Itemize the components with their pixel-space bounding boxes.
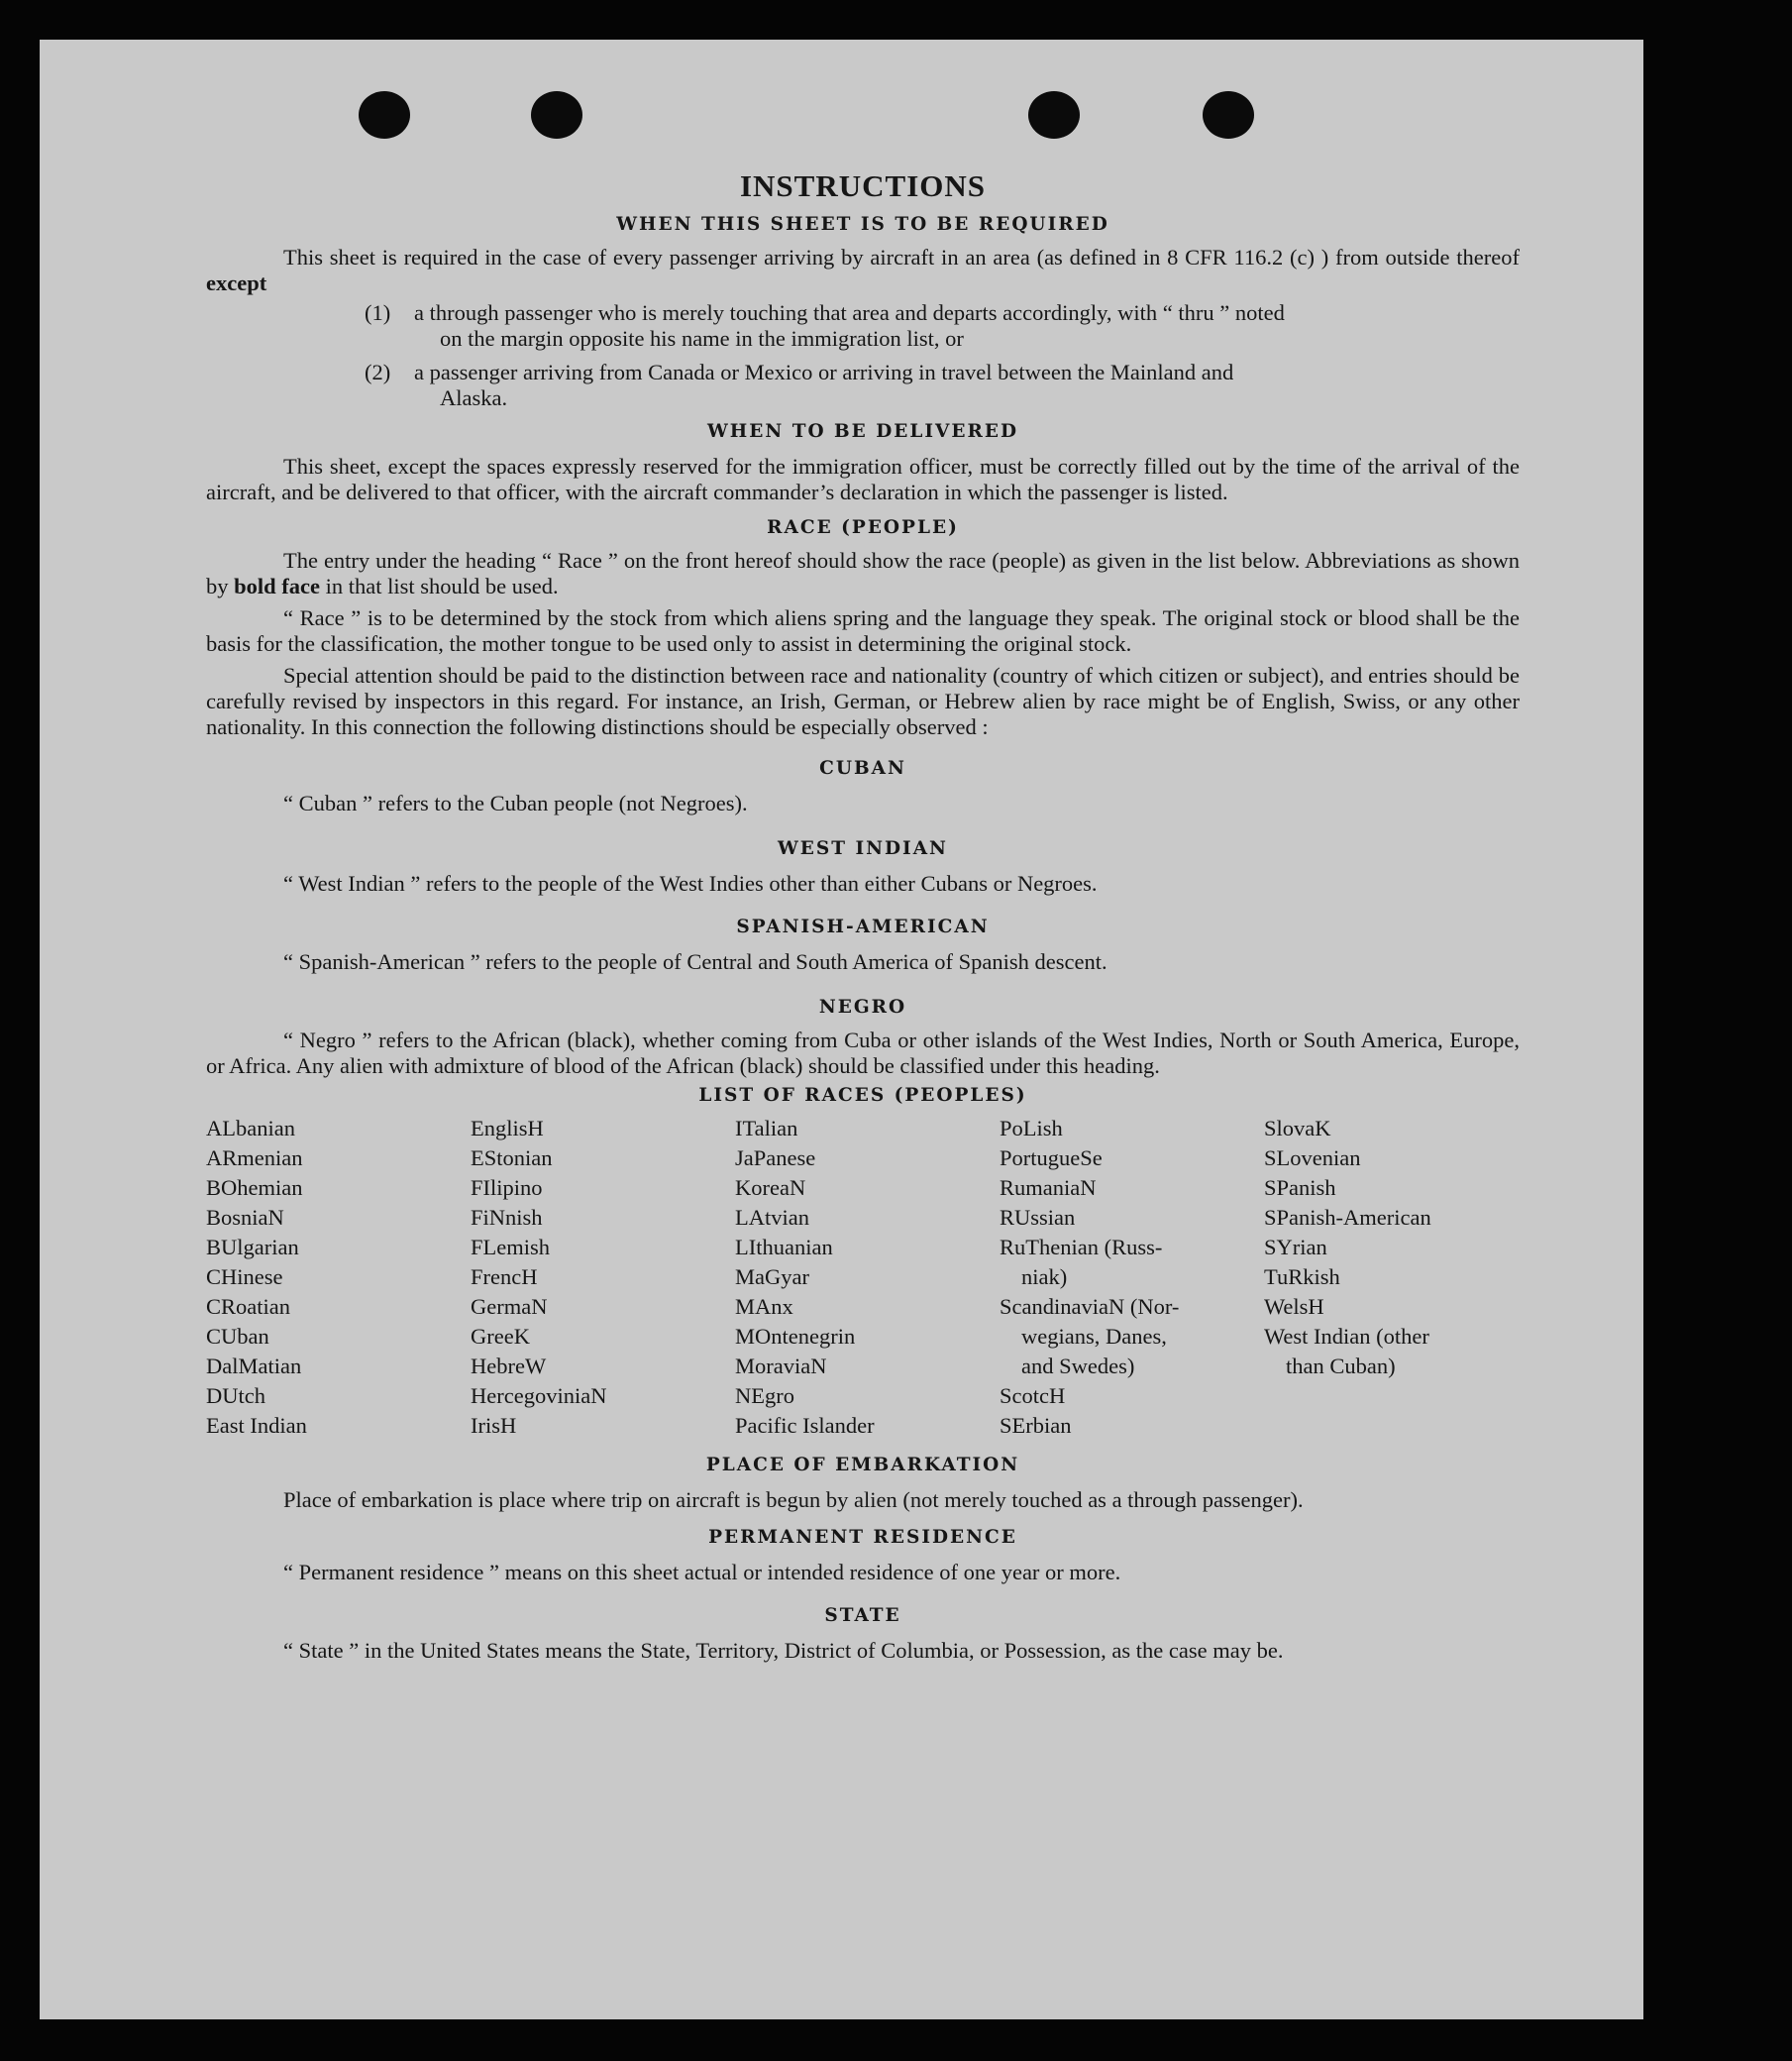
- race-entry: Pacific Islander: [735, 1413, 875, 1438]
- race-entry: TuRkish: [1264, 1264, 1340, 1289]
- heading-when-delivered: WHEN TO BE DELIVERED: [707, 421, 1018, 442]
- heading-spanish-american: SPANISH-AMERICAN: [736, 917, 990, 937]
- instructions-content: [206, 168, 1520, 1664]
- heading-when-required: WHEN THIS SHEET IS TO BE REQUIRED: [616, 214, 1109, 235]
- race-entry-cont: and Swedes): [1021, 1354, 1135, 1378]
- list-item: [365, 360, 1520, 411]
- race-entry-cont: niak): [1021, 1264, 1068, 1289]
- race-entry: CRoatian: [206, 1294, 290, 1319]
- race-column: [1264, 1114, 1528, 1441]
- item-text: [414, 300, 1520, 352]
- race-entry: MAnx: [735, 1294, 793, 1319]
- race-entry: [1000, 1292, 1264, 1381]
- item-line-cont: on the margin opposite his name in the immigration list, or: [440, 326, 964, 351]
- race-entry: [1264, 1322, 1528, 1381]
- paragraph-west-indian: “ West Indian ” refers to the people of the West Indies other than either Cubans or Negroes.: [283, 871, 1098, 896]
- race-entry: ScotcH: [1000, 1383, 1066, 1408]
- heading-west-indian: WEST INDIAN: [778, 838, 948, 859]
- race-entry: ITalian: [735, 1116, 798, 1140]
- heading-state: STATE: [824, 1605, 901, 1626]
- race-entry: MOntenegrin: [735, 1324, 856, 1349]
- race-entry: FIlipino: [471, 1175, 543, 1200]
- race-entry: GermaN: [471, 1294, 548, 1319]
- item-line-cont: Alaska.: [440, 385, 508, 410]
- item-line: a passenger arriving from Canada or Mexico or arriving in travel between the Mainland and: [414, 360, 1234, 384]
- race-entry: MoraviaN: [735, 1354, 827, 1378]
- race-entry: DUtch: [206, 1383, 265, 1408]
- race-entry: HercegoviniaN: [471, 1383, 607, 1408]
- paragraph-text: The entry under the heading “ Race ” on the front hereof should show the race (people) as given in the list below. Abbreviations as shown by: [206, 548, 1520, 598]
- race-entry: [1000, 1233, 1264, 1292]
- paragraph-race-3: Special attention should be paid to the distinction between race and nationality (country of which citizen or subject), and entries should be carefully revised by inspectors in this regard. For instance, an Irish, German, or Hebrew alien by race might be of English, Swiss, or any other nationality. In this connection the following distinctions should be especially observed :: [206, 663, 1520, 739]
- heading-list-of-races: LIST OF RACES (PEOPLES): [698, 1085, 1027, 1106]
- item-text: [414, 360, 1520, 411]
- race-entry: CHinese: [206, 1264, 283, 1289]
- race-entry: SLovenian: [1264, 1145, 1361, 1170]
- race-entry: JaPanese: [735, 1145, 816, 1170]
- paragraph-bold: bold face: [234, 574, 320, 598]
- race-entry-text: ScandinaviaN (Nor-: [1000, 1294, 1180, 1319]
- item-number: (2): [365, 360, 391, 384]
- item-number: (1): [365, 300, 391, 325]
- heading-cuban: CUBAN: [819, 758, 906, 779]
- punch-hole: [1028, 91, 1080, 139]
- race-entry: EnglisH: [471, 1116, 544, 1140]
- heading-race: RACE (PEOPLE): [767, 517, 959, 538]
- race-entry: ARmenian: [206, 1145, 303, 1170]
- race-entry: ALbanian: [206, 1116, 295, 1140]
- race-entry: PortugueSe: [1000, 1145, 1103, 1170]
- paragraph-race-1: [206, 548, 1520, 599]
- heading-embarkation: PLACE OF EMBARKATION: [705, 1455, 1020, 1475]
- paragraph-bold: except: [206, 271, 267, 295]
- paragraph-negro: “ Negro ” refers to the African (black), whether coming from Cuba or other islands of the West Indies, North or South America, Europe, or Africa. Any alien with admixture of blood of the African (black) should be classified under this heading.: [206, 1028, 1520, 1078]
- race-entry: GreeK: [471, 1324, 530, 1349]
- race-column: [471, 1114, 735, 1441]
- race-entry: LAtvian: [735, 1205, 809, 1230]
- paragraph-race-2: “ Race ” is to be determined by the stock from which aliens spring and the language they speak. The original stock or blood shall be the basis for the classification, the mother tongue to be used only to assist in determining the original stock.: [206, 605, 1520, 656]
- paragraph-when-required: [206, 245, 1520, 296]
- race-entry: SErbian: [1000, 1413, 1072, 1438]
- race-entry: KoreaN: [735, 1175, 806, 1200]
- race-entry: NEgro: [735, 1383, 794, 1408]
- paragraph-when-delivered: This sheet, except the spaces expressly reserved for the immigration officer, must be correctly filled out by the time of the arrival of the aircraft, and be delivered to that officer, with the aircraft commander’s declaration in which the passenger is listed.: [206, 454, 1520, 504]
- race-entry: BOhemian: [206, 1175, 303, 1200]
- heading-negro: NEGRO: [818, 997, 907, 1018]
- punch-hole: [1203, 91, 1254, 139]
- race-column: [735, 1114, 1000, 1441]
- race-entry: East Indian: [206, 1413, 307, 1438]
- race-entry: FLemish: [471, 1235, 551, 1259]
- race-entry-text: West Indian (other: [1264, 1324, 1429, 1349]
- paragraph-residence: “ Permanent residence ” means on this sheet actual or intended residence of one year or more.: [283, 1560, 1121, 1584]
- race-entry: DalMatian: [206, 1354, 302, 1378]
- race-entry: SPanish: [1264, 1175, 1336, 1200]
- race-entry: RumaniaN: [1000, 1175, 1097, 1200]
- race-entry: BosniaN: [206, 1205, 284, 1230]
- race-entry: EStonian: [471, 1145, 553, 1170]
- document-page: [40, 40, 1643, 2019]
- race-entry: LIthuanian: [735, 1235, 833, 1259]
- race-entry: PoLish: [1000, 1116, 1063, 1140]
- race-entry-cont: wegians, Danes,: [1021, 1324, 1167, 1349]
- punch-hole: [531, 91, 582, 139]
- race-entry-cont: than Cuban): [1286, 1354, 1396, 1378]
- race-entry: CUban: [206, 1324, 269, 1349]
- race-entry: RUssian: [1000, 1205, 1076, 1230]
- race-entry: FiNnish: [471, 1205, 543, 1230]
- race-entry: SYrian: [1264, 1235, 1327, 1259]
- race-entry: HebreW: [471, 1354, 547, 1378]
- race-column: [1000, 1114, 1264, 1441]
- page-title: INSTRUCTIONS: [739, 168, 986, 203]
- paragraph-text: in that list should be used.: [325, 574, 559, 598]
- paragraph-cuban: “ Cuban ” refers to the Cuban people (not Negroes).: [283, 791, 748, 815]
- race-entry: IrisH: [471, 1413, 517, 1438]
- punch-hole: [359, 91, 410, 139]
- race-entry: FrencH: [471, 1264, 538, 1289]
- race-entry-text: RuThenian (Russ-: [1000, 1235, 1163, 1259]
- race-entry: MaGyar: [735, 1264, 809, 1289]
- race-entry: SPanish-American: [1264, 1205, 1431, 1230]
- paragraph-state: “ State ” in the United States means the State, Territory, District of Columbia, or Possession, as the case may be.: [283, 1638, 1284, 1663]
- race-entry: WelsH: [1264, 1294, 1324, 1319]
- paragraph-embarkation: Place of embarkation is place where trip on aircraft is begun by alien (not merely touched as a through passenger).: [283, 1487, 1304, 1512]
- race-column: [206, 1114, 471, 1441]
- paragraph-text: This sheet is required in the case of every passenger arriving by aircraft in an area (as defined in 8 CFR 116.2 (c) ) from outside thereof: [283, 245, 1520, 270]
- item-line: a through passenger who is merely touching that area and departs accordingly, with “ thru ” noted: [414, 300, 1285, 325]
- list-item: [365, 300, 1520, 352]
- paragraph-spanish-american: “ Spanish-American ” refers to the people of Central and South America of Spanish descent.: [283, 949, 1107, 974]
- heading-residence: PERMANENT RESIDENCE: [708, 1527, 1017, 1548]
- race-entry: SlovaK: [1264, 1116, 1331, 1140]
- race-entry: BUlgarian: [206, 1235, 299, 1259]
- race-list: [206, 1114, 1520, 1441]
